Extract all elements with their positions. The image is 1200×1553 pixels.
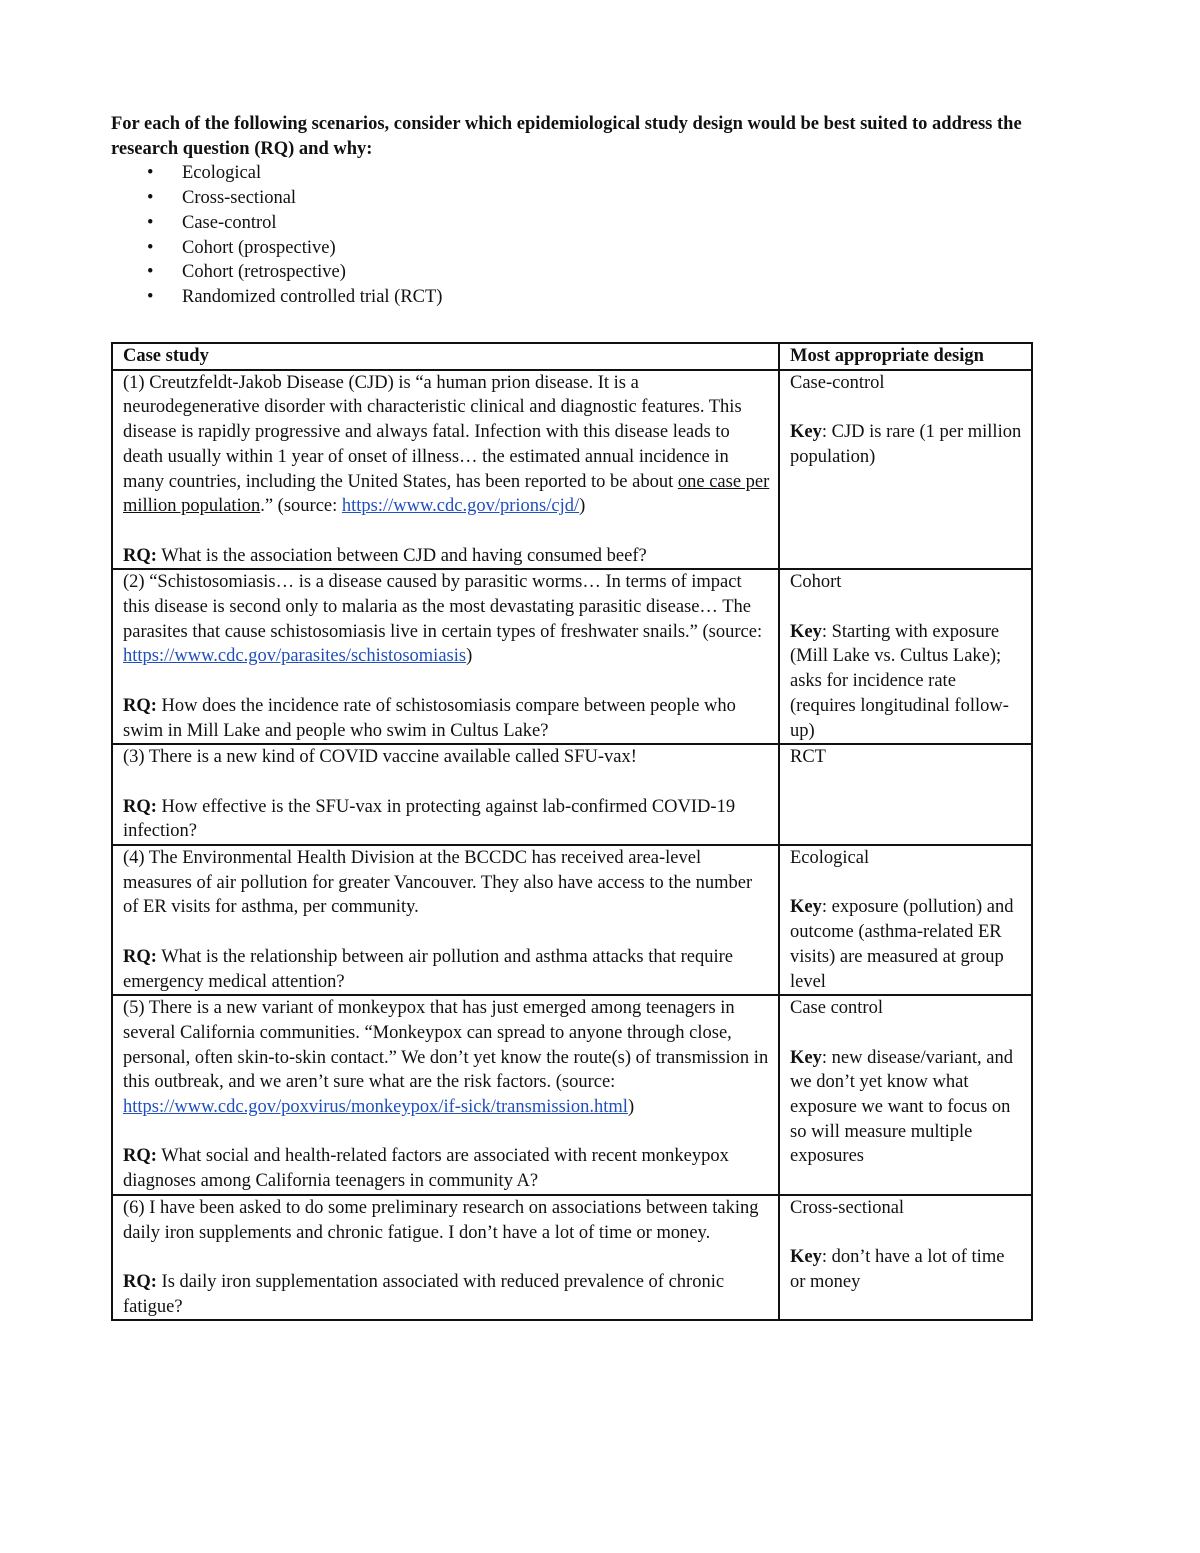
design-cell xyxy=(779,845,1032,995)
design-cell xyxy=(779,569,1032,744)
key-text: : new disease/variant, and we don’t yet know what exposure we want to focus on so will measure multiple exposures xyxy=(790,1047,1013,1167)
rq-label: RQ: xyxy=(123,1271,157,1292)
research-question: How does the incidence rate of schistosomiasis compare between people who swim in Mill Lake and people who swim in Cultus Lake? xyxy=(123,695,736,741)
source-link[interactable]: https://www.cdc.gov/poxvirus/monkeypox/if-sick/transmission.html xyxy=(123,1097,628,1118)
table-row xyxy=(112,845,1032,995)
list-item: • Randomized controlled trial (RCT) xyxy=(147,285,1091,310)
table-row xyxy=(112,370,1032,570)
list-item: • Cohort (prospective) xyxy=(147,236,1091,261)
design-answer: Ecological xyxy=(790,848,870,869)
table-row xyxy=(112,569,1032,744)
table-header-row xyxy=(112,343,1032,370)
case-text: ) xyxy=(466,646,473,667)
design-answer: Cohort xyxy=(790,572,842,593)
list-item: • Cohort (retrospective) xyxy=(147,260,1091,285)
source-link[interactable]: https://www.cdc.gov/parasites/schistosomiasis xyxy=(123,646,467,667)
case-cell xyxy=(112,845,779,995)
design-cell xyxy=(779,370,1032,570)
key-text: : Starting with exposure (Mill Lake vs. Cultus Lake); asks for incidence rate (requires longitudinal follow-up) xyxy=(790,621,1009,741)
key-note xyxy=(790,620,1023,744)
research-question: What is the association between CJD and having consumed beef? xyxy=(156,545,647,566)
case-cell xyxy=(112,995,779,1195)
key-note xyxy=(790,1046,1023,1170)
rq-label: RQ: xyxy=(123,545,157,566)
case-text: ) xyxy=(579,496,586,517)
table-row xyxy=(112,995,1032,1195)
case-text: (4) The Environmental Health Division at the BCCDC has received area-level measures of air pollution for greater Vancouver. They also have access to the number of ER visits for asthma, per community. xyxy=(123,848,753,918)
key-text: : exposure (pollution) and outcome (asthma-related ER visits) are measured at group level xyxy=(790,897,1014,992)
list-item: • Cross-sectional xyxy=(147,186,1091,211)
design-answer: Case-control xyxy=(790,372,885,393)
key-label: Key xyxy=(790,1247,822,1268)
design-cell xyxy=(779,1195,1032,1321)
source-link[interactable]: https://www.cdc.gov/prions/cjd/ xyxy=(341,496,580,517)
case-text: (6) I have been asked to do some preliminary research on associations between taking daily iron supplements and chronic fatigue. I don’t have a lot of time or money. xyxy=(123,1197,759,1243)
study-design-list xyxy=(111,161,1091,309)
case-cell xyxy=(112,1195,779,1321)
key-label: Key xyxy=(790,1047,822,1068)
research-question: Is daily iron supplementation associated with reduced prevalence of chronic fatigue? xyxy=(123,1271,725,1317)
rq-label: RQ: xyxy=(123,946,157,967)
case-text: ) xyxy=(627,1097,635,1118)
key-label: Key xyxy=(790,897,822,918)
design-cell xyxy=(779,995,1032,1195)
design-cell xyxy=(779,744,1032,845)
case-text: .” (source: xyxy=(260,496,342,517)
column-header-design: Most appropriate design xyxy=(779,343,1032,370)
key-label: Key xyxy=(790,621,822,642)
case-study-table xyxy=(111,342,1033,1321)
design-answer: RCT xyxy=(790,747,826,768)
instructions-heading: For each of the following scenarios, consider which epidemiological study design would be best suited to address the research question (RQ) and why: xyxy=(111,114,1022,159)
design-answer: Case control xyxy=(790,998,883,1019)
design-answer: Cross-sectional xyxy=(790,1197,905,1218)
research-question: How effective is the SFU-vax in protecting against lab-confirmed COVID-19 infection? xyxy=(123,796,736,842)
key-text: : don’t have a lot of time or money xyxy=(790,1247,1005,1292)
document-page xyxy=(111,112,1091,1317)
underlined-text: one case per million population xyxy=(123,471,770,517)
case-text: (1) Creutzfeldt-Jakob Disease (CJD) is “a human prion disease. It is a neurodegenerative disorder with characteristic clinical and diagnostic features. This disease is rapidly progressive and always fatal. Infection with this disease leads to death usually within 1 year of onset of illness… the estimated annual incidence in many countries, including the United States, has been reported to be about xyxy=(123,372,742,492)
table-row xyxy=(112,744,1032,845)
case-cell xyxy=(112,370,779,570)
rq-label: RQ: xyxy=(123,1146,157,1167)
research-question: What is the relationship between air pollution and asthma attacks that require emergency medical attention? xyxy=(123,946,733,992)
case-cell xyxy=(112,569,779,744)
key-note xyxy=(790,895,1023,994)
key-note xyxy=(790,420,1023,469)
rq-label: RQ: xyxy=(123,695,157,716)
rq-label: RQ: xyxy=(123,796,157,817)
key-note xyxy=(790,1245,1023,1294)
case-text: (5) There is a new variant of monkeypox that has just emerged among teenagers in several California communities. “Monkeypox can spread to anyone through close, personal, often skin-to-skin contact.” We don’t yet know the route(s) of transmission in this outbreak, and we aren’t sure what are the risk factors. (source: xyxy=(123,998,769,1093)
key-label: Key xyxy=(790,422,822,443)
table-row xyxy=(112,1195,1032,1321)
column-header-case-study: Case study xyxy=(112,343,779,370)
list-item: • Case-control xyxy=(147,211,1091,236)
key-text: : CJD is rare (1 per million population) xyxy=(790,422,1022,467)
case-cell xyxy=(112,744,779,845)
research-question: What social and health-related factors are associated with recent monkeypox diagnoses among California teenagers in community A? xyxy=(123,1146,729,1192)
case-text: (2) “Schistosomiasis… is a disease caused by parasitic worms… In terms of impact this disease is second only to malaria as the most devastating parasitic disease… The parasites that cause schistosomiasis live in certain types of freshwater snails.” (source: xyxy=(123,572,763,642)
case-text: (3) There is a new kind of COVID vaccine available called SFU-vax! xyxy=(123,747,637,768)
list-item: • Ecological xyxy=(147,161,1091,186)
